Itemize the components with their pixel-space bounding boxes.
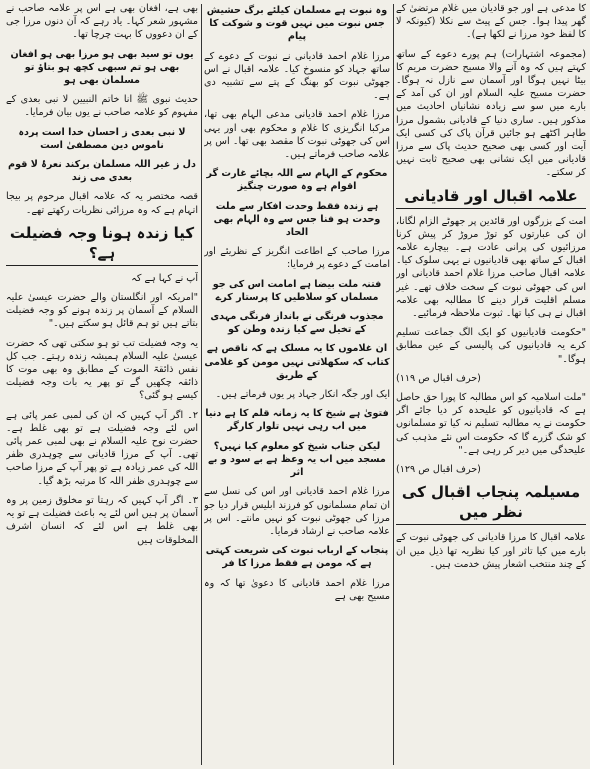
verse: لا نبی بعدی ز احسان خدا است پردہ ناموس دین مصطفیٰ است xyxy=(18,126,186,151)
column-divider xyxy=(393,4,394,765)
verse: مجذوب فرنگی نے بانداز فرنگی مہدی کے تخیل سے کیا زندہ وطن کو xyxy=(210,311,384,336)
left-column xyxy=(6,2,198,767)
verse: فتنہ ملت بیضا ہے امامت اس کی جو مسلماں کو سلاطیں کا پرستار کرے xyxy=(212,278,382,303)
section-heading: علامہ اقبال اور قادیانی xyxy=(396,186,586,209)
verse: وہ نبوت ہے مسلمان کیلئے برگ حشیش جس نبوت میں نہیں قوت و شوکت کا پیام xyxy=(206,5,388,43)
paragraph: علامہ اقبال کا مرزا قادیانی کی جھوٹی نبوت کے بارے میں کیا تاثر اور کیا نظریہ تھا ذیل میں ان کے چند منتخب اشعار پیش خدمت ہیں۔ xyxy=(396,532,586,570)
paragraph: امت کے بزرگوں اور قائدین پر جھوٹے الزام لگانا، ان کی عبارتوں کو توڑ مروڑ کر پیش کرنا مرزائیوں کی پرانی عادت ہے۔ بیچارے علامہ اقبال کے ساتھ بھی قادیانیوں نے یہی سلوک کیا۔ علامہ اقبال صاحب مرزا غلام احمد قادیانی اور اس کی جھوٹی نبوت کے سخت خلاف تھے۔ غیر مسلم اقلیت قرار دینے کا مطالبہ بھی علامہ اقبال نے ہی کیا تھا۔ ثبوت ملاحظہ فرمائیے۔ xyxy=(396,215,586,320)
paragraph: حدیث نبوی ﷺ انا خاتم النبیین لا نبی بعدی کے مفہوم کو علامہ صاحب نے یوں بیان فرمایا۔ xyxy=(6,94,198,119)
verse: یوں تو سید بھی ہو مرزا بھی ہو افغان بھی ہو تم سبھی کچھ ہو بتاؤ تو مسلمان بھی ہو xyxy=(10,48,194,87)
right-column xyxy=(396,2,586,767)
column-divider xyxy=(201,4,202,765)
paragraph: مرزا غلام احمد قادیانی اور اس کی نسل سے ان تمام مسلمانوں کو فرزند ابلیس قرار دیا جو مرزا کی جھوٹی نبوت کو نہیں مانتے۔ اس پر علامہ صاحب نے ارشاد فرمایا۔ xyxy=(204,486,390,537)
paragraph: مرزا غلام احمد قادیانی نے نبوت کے دعوے کے ساتھ جہاد کو منسوخ کیا۔ علامہ اقبال نے اس جھوٹی نبوت کو بھنگ کے پتے سے تشبیہ دی ہے۔ xyxy=(204,50,390,102)
quote: "ملت اسلامیہ کو اس مطالبہ کا پورا حق حاصل ہے کہ قادیانیوں کو علیحدہ کر دیا جائے اگر حکومت نے یہ مطالبہ تسلیم نہ کیا تو مسلمانوں کو شک گزرے گا کہ حکومت اس نئے مذہب کی علیحدگی میں دیر کر رہی ہے۔" xyxy=(396,392,586,456)
paragraph: ۲۔ اگر آپ کہیں کہ ان کی لمبی عمر پائی ہے اس لئے وجہ فضیلت ہے تو بھی غلط ہے۔ حضرت نوح علیہ السلام نے بھی لمبی عمر پائی تھی۔ آپ کے مرزا قادیانی سے چوہدری ظفر اللہ کی عمر زیادہ ہے تو پھر آپ کے مرزا صاحب سے چوہدری ظفر اللہ کا مرتبہ بڑھ گیا۔ xyxy=(6,409,198,487)
verse: دل ز غیر اللہ مسلمان برکند نعرۂ لا قوم بعدی می زند xyxy=(8,159,196,184)
section-heading: مسیلمہ پنجاب اقبال کی نظر میں xyxy=(396,482,586,525)
paragraph: مرزا غلام احمد قادیانی مدعی الہام بھی تھا، مرکبا انگریزی کا غلام و محکوم بھی اور یہی اس کی جھوٹی نبوت کا مقصد بھی تھا۔ اس پر علامہ صاحب فرماتے ہیں۔ xyxy=(204,109,390,161)
verse: ہے زندہ فقط وحدت افکار سے ملت وحدت ہو فنا جس سے وہ الہام بھی الحاد xyxy=(213,200,381,239)
quote: "حکومت قادیانیوں کو ایک الگ جماعت تسلیم کرے یہ قادیانیوں کی پالیسی کے عین مطابق ہوگا۔" xyxy=(396,327,586,365)
quote: "امریکہ اور انگلستان والے حضرت عیسیٰ علیہ السلام کے آسمان پر زندہ ہونے کو وجہ فضیلت بتاتے ہیں تو ہم قائل ہو سکتے ہیں۔" xyxy=(6,292,198,330)
paragraph: ایک اور جگہ انکار جہاد پر یوں فرماتے ہیں۔ xyxy=(215,389,390,401)
paragraph: بھی ہے، افغان بھی ہے اس پر علامہ صاحب نے مشہور شعر کہا۔ یاد رہے کہ آن دنوں مرزا جی کے ان دعووں کا بہت چرچا تھا۔ xyxy=(6,3,198,41)
verse: فتویٰ ہے شیخ کا یہ زمانہ قلم کا ہے دنیا میں اب رہی نہیں تلوار کارگر xyxy=(205,408,389,433)
paragraph: یہ وجہ فضیلت تب تو ہو سکتی تھی کہ حضرت عیسیٰ علیہ السلام ہمیشہ زندہ رہتے۔ جب کل نفس ذائقۃ الموت کے مطابق وہ بھی موت کا ذائقہ چکھیں گے تو پھر یہ بات وجہ فضیلت کیسے ہو گئی؟ xyxy=(6,337,198,402)
verse: لیکن جناب شیخ کو معلوم کیا نہیں؟ مسجد میں اب یہ وعظ ہے بے سود و بے اثر xyxy=(208,440,386,479)
section-heading: کیا زندہ ہونا وجہ فضیلت ہے؟ xyxy=(6,223,198,266)
paragraph: (مجموعہ اشتہارات) ہم پورے دعوے کے ساتھ کہتے ہیں کہ وہ آنے والا مسیح حضرت مریم کا بیٹا نہیں ہوگا اور آسمان سے نازل نہ ہوگا۔ حضرت مسیح علیہ السلام اور ان کی آمد کے بارے میں سو سے زیادہ نشانیاں احادیث میں مذکور ہیں۔ ساری دنیا کے قادیانی بشمول مرزا طاہر اکٹھے ہو جائیں قرآن پاک کی کسی ایک آیت اور کسی بھی صحیح حدیث پاک سے مرزا قادیانی میں ایک نشانی بھی صحیح ثابت نہیں کر سکتے۔ xyxy=(396,48,586,179)
verse: پنجاب کے ارباب نبوت کی شریعت کہتی ہے کہ مومن ہے فقط مرزا کا فر xyxy=(205,545,389,570)
paragraph: مرزا غلام احمد قادیانی کا دعویٰ تھا کہ وہ مسیح بھی ہے xyxy=(204,577,390,602)
paragraph: آپ نے کہا ہے کہ xyxy=(131,272,198,284)
paragraph: کا مدعی ہے اور جو قادیان میں غلام مرتضیٰ کے گھر پیدا ہوا۔ جس کے پیٹ سے نکلا (کیونکہ لا کا لفظ خود مرزا نے لکھا ہے)۔ xyxy=(396,3,586,41)
verse: محکوم کے الہام سے اللہ بچائے غارت گر اقوام ہے وہ صورت چنگیز xyxy=(206,168,388,193)
citation: (حرف اقبال ص ۱۲۹) xyxy=(396,464,481,476)
paragraph: قصہ مختصر یہ کہ علامہ اقبال مرحوم پر بیجا اتہام ہے کہ وہ مرزائی نظریات رکھتے تھے۔ xyxy=(6,191,198,216)
verse: ان غلاموں کا یہ مسلک ہے کہ ناقص ہے کتاب کہ سکھلاتی نہیں مومن کو غلامی کے طریق xyxy=(204,343,390,381)
paragraph: مرزا صاحب کے اطاعت انگریز کے نظریئے اور امامت کے دعوے پر فرمایا: xyxy=(204,246,390,271)
paragraph: ۳۔ اگر آپ کہیں کہ رہتا تو مخلوق زمین پر وہ آسمان پر ہیں اس لئے یہ باعث فضیلت ہے تو یہ بھی غلط ہے اس لئے کہ انسان اشرف المخلوقات ہیں xyxy=(6,494,198,546)
citation: (حرف اقبال ص ۱۱۹) xyxy=(396,372,481,384)
middle-column xyxy=(204,2,390,767)
